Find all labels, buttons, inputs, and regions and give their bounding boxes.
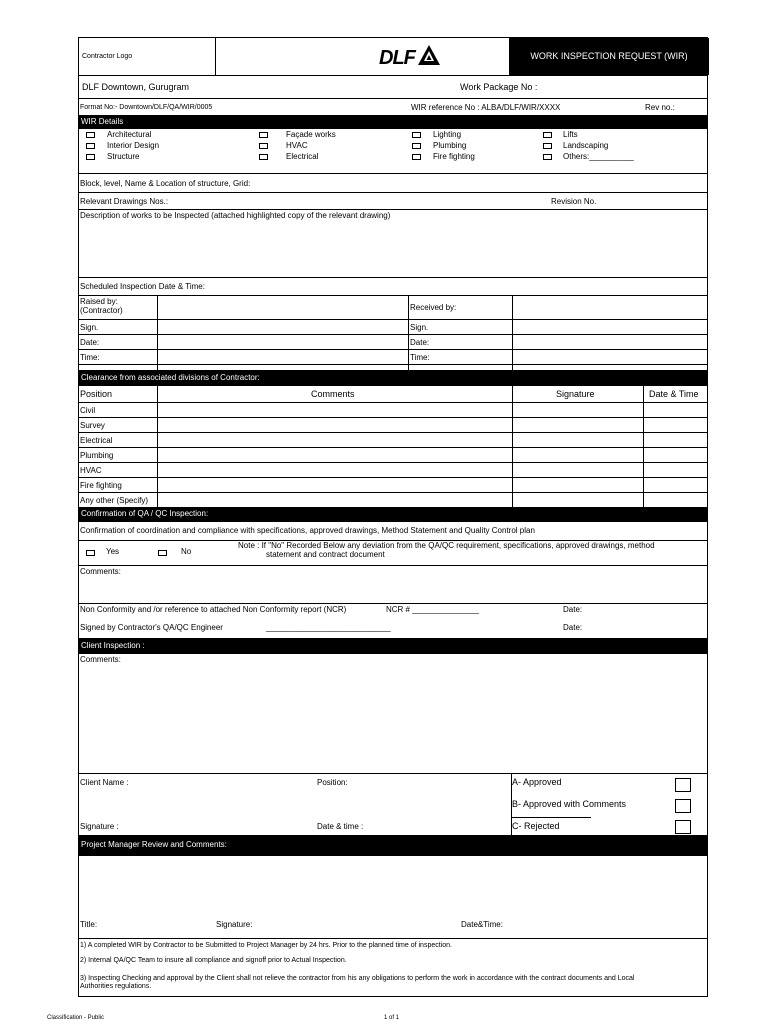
no-label: No (181, 547, 192, 556)
raised-received-grid (79, 295, 707, 370)
client-comments-label: Comments: (80, 655, 121, 664)
table-row: Electrical (80, 436, 113, 445)
wir-details-heading-text: WIR Details (81, 117, 124, 126)
drawings-row[interactable] (79, 192, 707, 209)
plumbing-label: Plumbing (433, 141, 467, 150)
wir-details-checkboxes (79, 129, 707, 165)
revision-label: Revision No. (551, 197, 597, 206)
description-row[interactable] (79, 209, 707, 277)
rejected-label: C- Rejected (512, 821, 560, 831)
wir-reference: WIR reference No : ALBA/DLF/WIR/XXXX (411, 103, 561, 112)
qa-confirmation-row (79, 522, 707, 540)
lighting-checkbox[interactable] (412, 132, 421, 138)
raised-sign-label: Sign. (80, 323, 99, 332)
no-checkbox[interactable] (158, 550, 167, 556)
lifts-checkbox[interactable] (543, 132, 552, 138)
raised-date-label: Date: (80, 338, 100, 347)
received-time-label: Time: (410, 353, 430, 362)
qa-note-line2: statement and contract document (266, 550, 385, 559)
qa-heading-text: Confirmation of QA / QC Inspection: (81, 509, 209, 518)
yes-checkbox[interactable] (86, 550, 95, 556)
description-label: Description of works to be Inspected (attached highlighted copy of the relevant drawing) (80, 211, 391, 220)
approved-comments-label: B- Approved with Comments (512, 799, 627, 809)
approved-comments-checkbox[interactable] (675, 799, 691, 813)
dlf-triangle-icon (417, 44, 441, 66)
notes-section (79, 938, 707, 998)
signed-qa-text: Signed by Contractor's QA/QC Engineer (80, 623, 223, 632)
structure-label: Structure (107, 152, 140, 161)
received-date-label: Date: (410, 338, 430, 347)
client-name-label: Client Name : (80, 778, 129, 787)
pm-review-row[interactable] (79, 856, 707, 938)
electrical-checkbox[interactable] (259, 154, 268, 160)
note-3: 3) Inspecting Checking and approval by the Client shall not relieve the contractor from his any obligations to perform the work in accordance with the contract documents and Local (80, 975, 635, 982)
client-heading (79, 638, 707, 654)
client-position-label: Position: (317, 778, 348, 787)
facade-works-checkbox[interactable] (259, 132, 268, 138)
received-sign-label: Sign. (410, 323, 429, 332)
page-number: 1 of 1 (384, 1015, 400, 1021)
hvac-label: HVAC (286, 141, 308, 150)
architectural-label: Architectural (107, 130, 152, 139)
classification-label: Classification - Public (47, 1015, 105, 1021)
col-datetime-header: Date & Time (649, 389, 699, 399)
landscaping-label: Landscaping (563, 141, 609, 150)
col-position-header: Position (80, 389, 113, 399)
clearance-heading-text: Clearance from associated divisions of Contractor: (81, 373, 260, 382)
rejected-checkbox[interactable] (675, 820, 691, 834)
qa-yes-no-row (79, 540, 707, 565)
qa-comments-label: Comments: (80, 567, 121, 576)
contractor-label: (Contractor) (80, 306, 123, 315)
qa-heading (79, 507, 707, 522)
note-2: 2) Internal QA/QC Team to insure all compliance and signoff prior to Actual Inspection. (80, 957, 347, 964)
table-row: Any other (Specify) (80, 496, 149, 505)
pm-signature-label: Signature: (216, 920, 253, 929)
block-location-label: Block, level, Name & Location of structure, Grid: (80, 179, 251, 188)
clearance-table (79, 386, 707, 507)
pm-heading-text: Project Manager Review and Comments: (81, 840, 227, 849)
rev-no: Rev no.: (645, 103, 675, 112)
form-title: WORK INSPECTION REQUEST (WIR) (509, 38, 709, 75)
site-name: DLF Downtown, Gurugram (82, 82, 190, 92)
table-row: Plumbing (80, 451, 114, 460)
col-comments-header: Comments (311, 389, 355, 399)
qa-note-line1: Note : If "No" Recorded Below any deviation from the QA/QC requirement, specifications, approved drawings, method (238, 541, 655, 550)
wir-form (78, 37, 708, 997)
table-row: HVAC (80, 466, 102, 475)
client-datetime-label: Date & time : (317, 822, 364, 831)
others-label: Others:__________ (563, 152, 634, 161)
qa-confirmation-text: Confirmation of coordination and compliance with specifications, approved drawings, Method Statement and Quality Control plan (80, 526, 535, 535)
hvac-checkbox[interactable] (259, 143, 268, 149)
received-by-label: Received by: (410, 303, 457, 312)
structure-checkbox[interactable] (86, 154, 95, 160)
client-comments-row[interactable] (79, 654, 707, 773)
interior-design-checkbox[interactable] (86, 143, 95, 149)
table-row: Civil (80, 406, 96, 415)
pm-datetime-label: Date&Time: (461, 920, 503, 929)
fire-fighting-checkbox[interactable] (412, 154, 421, 160)
raised-time-label: Time: (80, 353, 100, 362)
ncr-date-label: Date: (563, 605, 583, 614)
approved-label: A- Approved (512, 777, 562, 787)
schedule-label: Scheduled Inspection Date & Time: (80, 282, 205, 291)
pm-title-label: Title: (80, 920, 98, 929)
architectural-checkbox[interactable] (86, 132, 95, 138)
ncr-row (79, 603, 707, 638)
contractor-logo: Contractor Logo (82, 53, 133, 60)
client-approval-row (79, 773, 707, 835)
raised-by-label: Raised by: (80, 297, 118, 306)
ncr-number[interactable]: NCR # _______________ (386, 605, 479, 614)
note-1: 1) A completed WIR by Contractor to be Submitted to Project Manager by 24 hrs. Prior to the planned time of inspection. (80, 942, 452, 949)
signed-date-label: Date: (563, 623, 583, 632)
header-row (79, 38, 707, 75)
table-row: Fire fighting (80, 481, 122, 490)
pm-heading (79, 835, 707, 856)
others-checkbox[interactable] (543, 154, 552, 160)
drawings-label: Relevant Drawings Nos.: (80, 197, 169, 206)
qa-comments-row[interactable] (79, 565, 707, 603)
landscaping-checkbox[interactable] (543, 143, 552, 149)
format-row (79, 98, 707, 115)
format-no: Format No:- Downtown/DLF/QA/WIR/0005 (80, 104, 213, 111)
plumbing-checkbox[interactable] (412, 143, 421, 149)
approved-checkbox[interactable] (675, 778, 691, 792)
ncr-text: Non Conformity and /or reference to attached Non Conformity report (NCR) (80, 605, 347, 614)
signed-qa-line[interactable]: ____________________________ (266, 623, 391, 632)
lighting-label: Lighting (433, 130, 462, 139)
client-heading-text: Client Inspection : (81, 641, 145, 650)
site-row (79, 75, 707, 98)
col-signature-header: Signature (556, 389, 595, 399)
block-location-row[interactable] (79, 173, 707, 192)
facade-works-label: Façade works (286, 130, 336, 139)
work-package-label: Work Package No : (460, 82, 538, 92)
table-row: Survey (80, 421, 105, 430)
fire-fighting-label: Fire fighting (433, 152, 475, 161)
client-signature-label: Signature : (80, 822, 119, 831)
yes-label: Yes (106, 547, 120, 556)
dlf-logo: DLF (379, 44, 441, 70)
schedule-row[interactable] (79, 277, 707, 295)
electrical-label: Electrical (286, 152, 319, 161)
interior-design-label: Interior Design (107, 141, 160, 150)
clearance-heading (79, 370, 707, 386)
lifts-label: Lifts (563, 130, 578, 139)
wir-details-heading (79, 115, 707, 129)
note-3-continued: Authorities regulations. (80, 983, 152, 990)
